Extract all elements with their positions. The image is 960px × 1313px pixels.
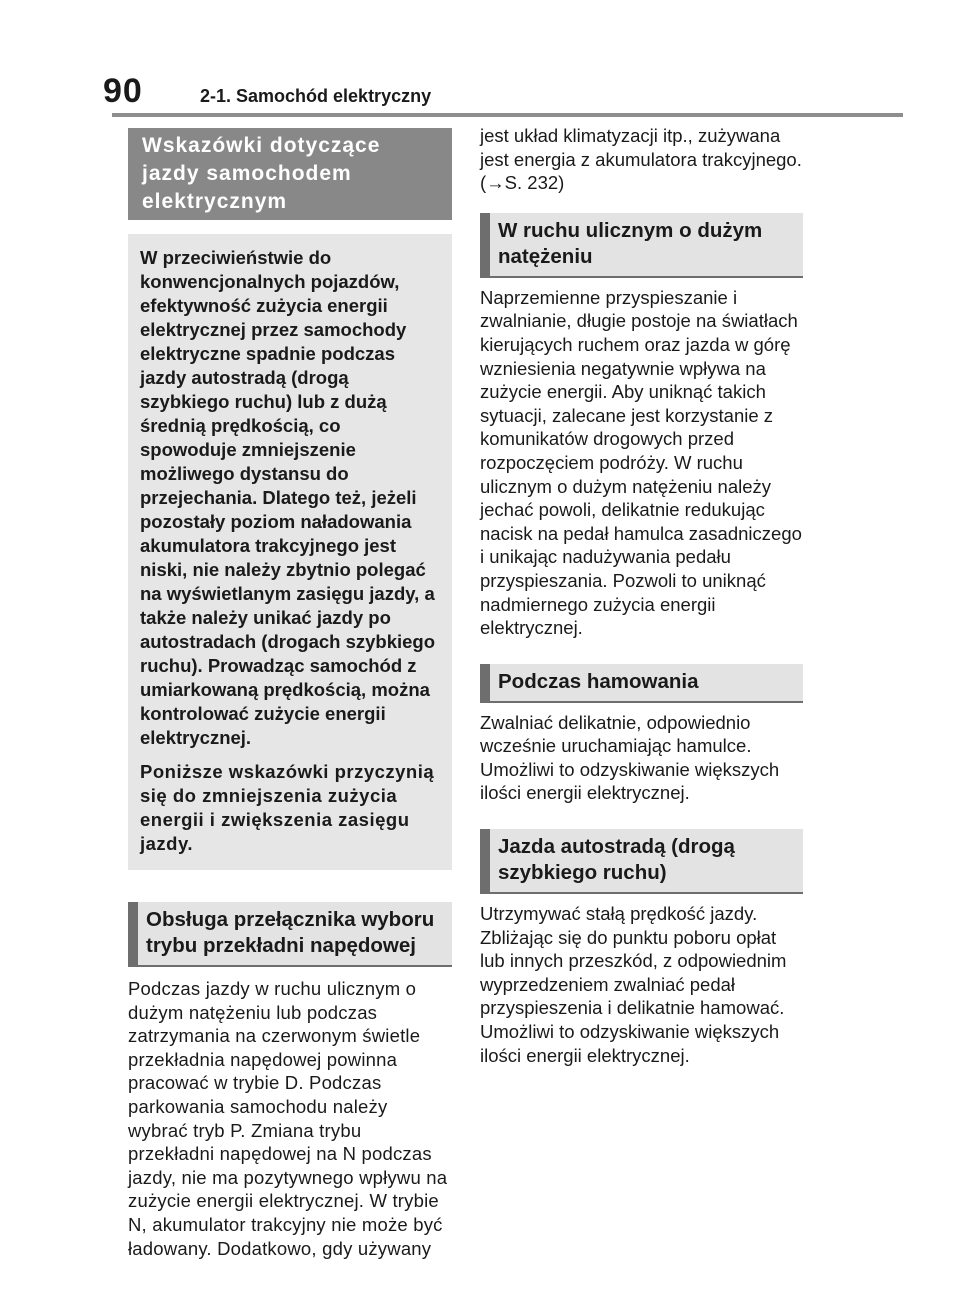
heavy-traffic-heading: W ruchu ulicznym o dużym natężeniu: [480, 213, 803, 278]
continuation-text: jest układ klimatyzacji itp., zużywana jest energia z akumulatora trakcyjnego. (→S. 232): [480, 125, 802, 194]
braking-text: Zwalniać delikatnie, odpowiednio wcześnie uruchamiając hamulce. Umożliwi to odzyskiwanie większych ilości energii elektrycznej.: [480, 711, 780, 804]
intro-box: [128, 234, 452, 870]
intro-paragraph: W przeciwieństwie do konwencjonalnych pojazdów, efektywność zużycia energii elektrycznej przez samochody elektryczne spadnie podczas jazdy autostradą (drogą szybkiego ruchu) lub z dużą średnią prędkością, co spowoduje zmniejszenie możliwego dystansu do przejechania. Dlatego też, jeżeli pozostały poziom naładowania akumulatora trakcyjnego jest niski, nie należy zbytnio polegać na wyświetlanym zasięgu jazdy, a także należy unikać jazdy po autostradach (drogach szybkiego ruchu). Prowadząc samochód z umiarkowaną prędkością, można kontrolować zużycie energii elektrycznej.: [140, 247, 436, 748]
highway-heading: Jazda autostradą (drogą szybkiego ruchu): [480, 829, 803, 894]
section-title: 2-1. Samochód elektryczny: [200, 86, 432, 106]
left-column: [128, 128, 452, 1260]
main-topic-title: Wskazówki dotyczące jazdy samochodem elektrycznym: [128, 128, 452, 220]
right-column: [480, 125, 803, 1067]
page-number: 90: [103, 72, 143, 110]
gear-selector-heading: Obsługa przełącznika wyboru trybu przekładni napędowej: [128, 902, 452, 967]
header-divider: [112, 113, 903, 117]
highway-text: Utrzymywać stałą prędkość jazdy. Zbliżając się do punktu poboru opłat lub innych przeszkód, z odpowiednim wyprzedzeniem zwalniać pedał przyspieszenia i delikatnie hamować. Umożliwi to odzyskiwanie większych ilości energii elektrycznej.: [480, 903, 787, 1066]
intro-paragraph-2: Poniższe wskazówki przyczynią się do zmniejszenia zużycia energii i zwiększenia zasięgu jazdy.: [140, 761, 435, 854]
gear-selector-text: Podczas jazdy w ruchu ulicznym o dużym natężeniu lub podczas zatrzymania na czerwonym świetle przekładnia napędowej powinna pracować w trybie D. Podczas parkowania samochodu należy wybrać tryb P. Zmiana trybu przekładni napędowej na N podczas jazdy, nie ma pozytywnego wpływu na zużycie energii elektrycznej. W trybie N, akumulator trakcyjny nie może być ładowany. Dodatkowo, gdy używany: [128, 978, 448, 1259]
braking-heading: Podczas hamowania: [480, 664, 803, 703]
heavy-traffic-text: Naprzemienne przyspieszanie i zwalnianie, długie postoje na światłach kierujących ruchem oraz jazda w górę wzniesienia negatywnie wpływa na zużycie energii. Aby uniknąć takich sytuacji, zalecane jest korzystanie z komunikatów drogowych przed rozpoczęciem podróży. W ruchu ulicznym o dużym natężeniu należy jechać powoli, delikatnie redukując nacisk na pedał hamulca zasadniczego i unikając nadużywania pedału przyspieszania. Pozwoli to uniknąć nadmiernego zużycia energii elektrycznej.: [480, 286, 802, 639]
